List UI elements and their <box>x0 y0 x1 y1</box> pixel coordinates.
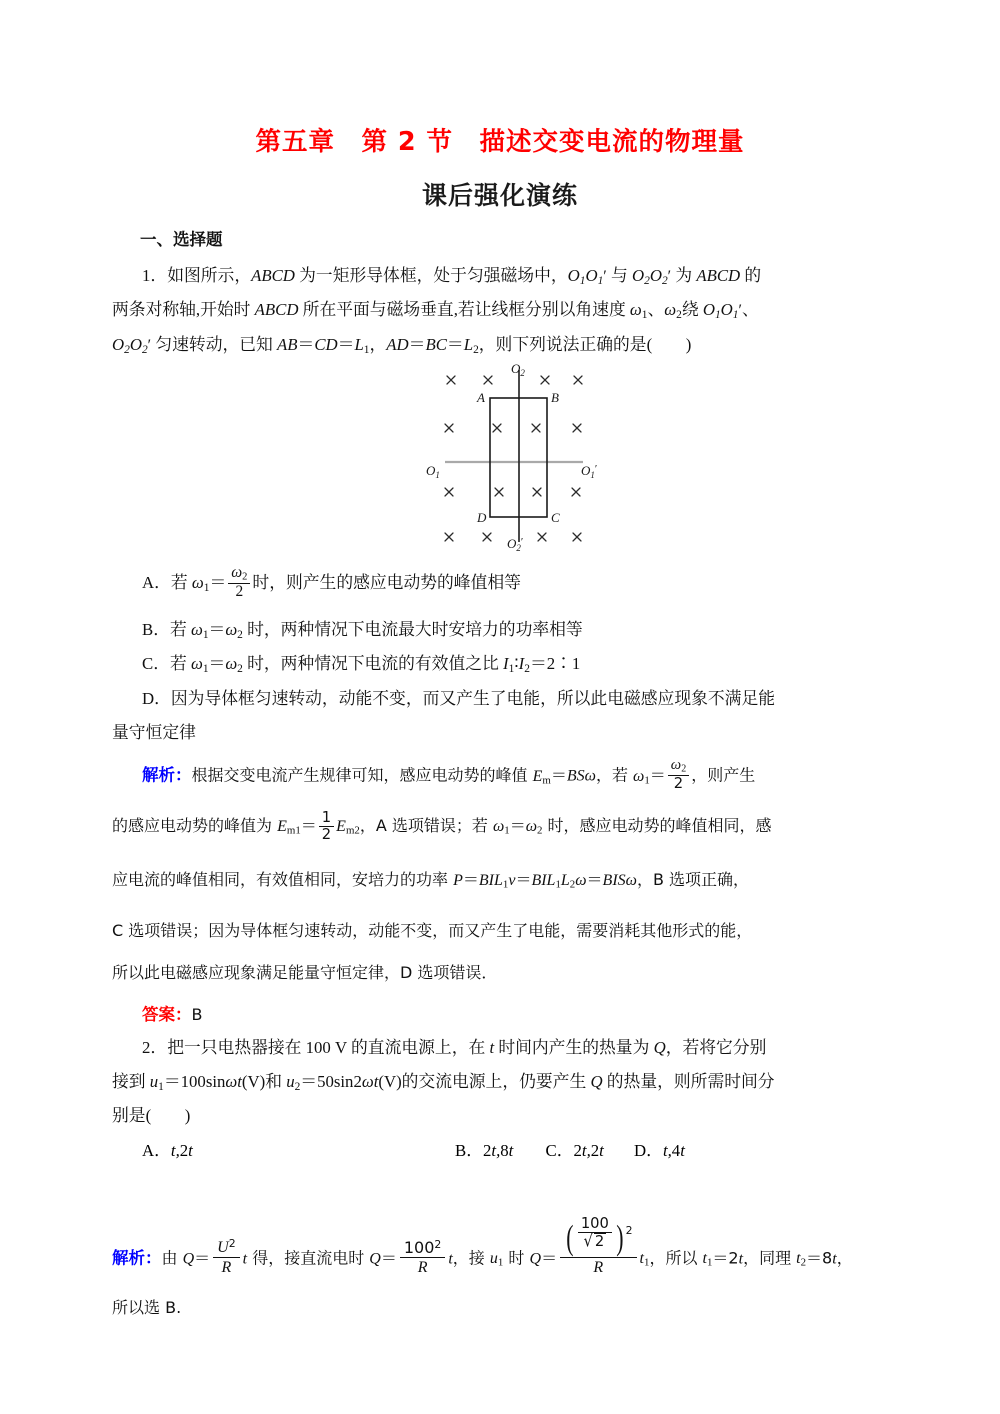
q1-solution-line2: 的感应电动势的峰值为 $E_{m1}=$ $\frac{1}{2}$ $E_{m2}$，A 选项错误；若 $\omega_1=\omega_2$ 时，感应电动势的峰值相同，感 <box>112 808 772 843</box>
q1-answer <box>112 997 902 1032</box>
svg-text:O2′: $O_2'$ <box>507 536 524 552</box>
q2-solution-line1: 解析：由 Q＝ $\frac{U^2}{R}$ t 得，接直流电时 Q＝ $\frac{100^2}{R}$ t，接 $u_1$ 时 Q＝ ( $\frac{100}{√ 2}$ ) $^2$ R $t_1$，所以 $t_1=2t$，同理 $t_2=8t$， <box>112 1215 853 1277</box>
svg-text:A: A <box>477 390 485 405</box>
q1-option-c: C．若 $\omega_1=\omega_2$ 时，两种情况下电流的有效值之比 $I_1∶I_2=2∶1$ <box>142 654 581 675</box>
q2-solution-line2: 所以选 B. <box>112 1298 182 1317</box>
section-title: 课后强化演练 <box>421 181 578 210</box>
question-2-stem-line2: 接到 $u_1=100\sin\omega t(V)$和 $u_2=50\sin 2\omega t(V)$的交流电源上，仍要产生 Q 的热量，则所需时间分 <box>112 1072 775 1093</box>
q2-options-row <box>112 1137 912 1161</box>
q1-solution-line5: 所以此电磁感应现象满足能量守恒定律，D 选项错误． <box>112 963 498 982</box>
svg-text:B: B <box>551 390 559 405</box>
q1-option-d: D．因为导体框匀速转动，动能不变，而又产生了电能，所以此电磁感应现象不满足能 <box>142 689 776 708</box>
answer-value: B <box>191 1005 203 1024</box>
solution-label-2: 解析： <box>112 1248 162 1268</box>
q1-option-b: B．若 $\omega_1=\omega_2$ 时，两种情况下电流最大时安培力的功率相等 <box>142 620 583 641</box>
question-2-number: 2． <box>142 1038 168 1057</box>
q1-solution-line4: C 选项错误；因为导体框匀速转动，动能不变，而又产生了电能，需要消耗其他形式的能， <box>112 921 753 940</box>
q1-option-a: A．若 $\omega_1=$ $\frac{\omega_2}{2}$ 时，则产生的感应电动势的峰值相等 <box>142 564 521 601</box>
question-1-stem-line2: 两条对称轴,开始时 ABCD 所在平面与磁场垂直,若让线框分别以角速度 $\omega_1$、$\omega_2$绕 $O_1O_1'$、 <box>112 300 759 321</box>
coil-magnetic-field-diagram <box>415 362 605 552</box>
q1-solution-line1: 解析：根据交变电流产生规律可知，感应电动势的峰值 $E_m=BS\omega$，若 $\omega_1=$ $\frac{\omega_2}{2}$ ，则产生 <box>142 757 756 793</box>
svg-text:O1: $O_1$ <box>426 463 440 480</box>
question-1-stem-line3: $O_2O_2'$ 匀速转动，已知 $AB=CD=L_1$，$AD=BC=L_2$，则下列说法正确的是( ) <box>112 335 692 356</box>
svg-text:O1′: $O_1'$ <box>581 463 598 480</box>
answer-label: 答案： <box>142 1005 192 1024</box>
q2-option-c: C．2t,2t <box>545 1141 604 1160</box>
q2-option-d: D．t,4t <box>634 1141 685 1160</box>
svg-text:C: C <box>551 510 560 525</box>
question-1-stem: 1．如图所示，ABCD 为一矩形导体框，处于匀强磁场中，$O_1O_1'$ 与 $O_2O_2'$ 为 ABCD 的 <box>142 266 762 287</box>
svg-text:O2: $O_2$ <box>511 362 525 378</box>
question-1-number: 1． <box>142 266 168 285</box>
svg-text:D: D <box>477 510 487 525</box>
q2-option-b: B．2t,8t <box>455 1141 514 1160</box>
page-title: 第五章 第 2 节 描述交变电流的物理量 <box>255 127 745 157</box>
q1-solution-line3: 应电流的峰值相同，有效值相同，安培力的功率 $P=BIL_1v=BIL_1L_2\omega=BIS\omega$，B 选项正确， <box>112 870 750 891</box>
question-2-stem-line3: 别是( ) <box>112 1106 191 1125</box>
part-one-heading: 一、选择题 <box>140 230 223 249</box>
question-2-stem: 2．把一只电热器接在 100 V 的直流电源上，在 t 时间内产生的热量为 Q，若将它分别 <box>142 1038 767 1057</box>
solution-label: 解析： <box>142 765 192 785</box>
q1-option-d-cont: 量守恒定律 <box>112 723 196 742</box>
q2-option-a: A．t,2t <box>142 1141 193 1160</box>
